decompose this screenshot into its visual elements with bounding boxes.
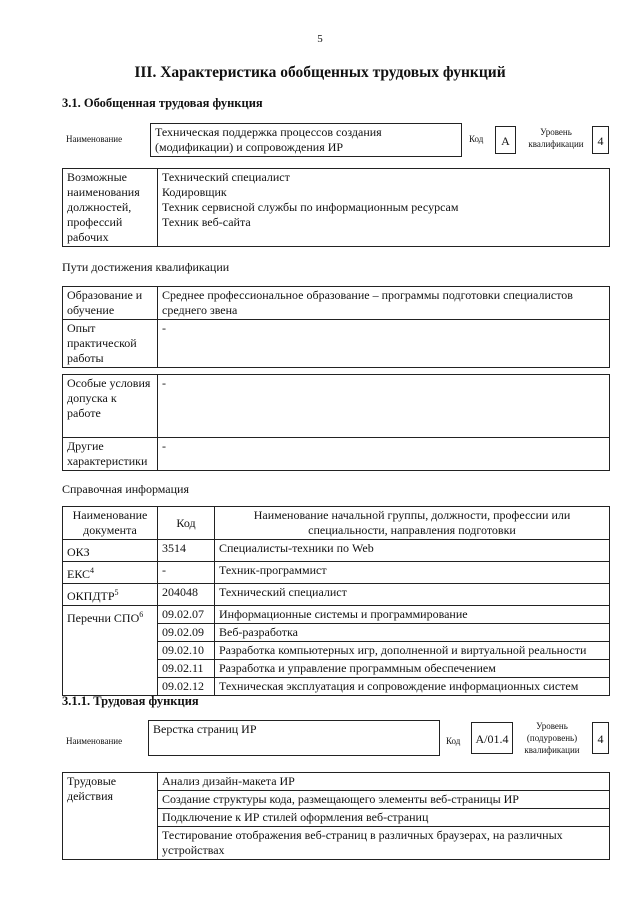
- ref-header-code: Код: [158, 507, 215, 540]
- gtf-name-value: Техническая поддержка процессов создания (модификации) и сопровождения ИР: [150, 123, 462, 157]
- experience-label: Опыт практической работы: [63, 320, 158, 368]
- ref-code: 09.02.09: [158, 624, 215, 642]
- ref-code: 09.02.12: [158, 678, 215, 696]
- reference-table: [62, 506, 610, 696]
- ref-code: -: [158, 562, 215, 584]
- action-item: Тестирование отображения веб-страниц в различных браузерах, на различных устройствах: [158, 827, 610, 860]
- gtf-code-label: Код: [469, 134, 484, 144]
- ref-header-doc: Наименование документа: [63, 507, 158, 540]
- tf-level-value: 4: [592, 722, 609, 754]
- education-label: Образование и обучение: [63, 287, 158, 320]
- action-item: Подключение к ИР стилей оформления веб-страниц: [158, 809, 610, 827]
- ref-name: Технический специалист: [215, 584, 610, 606]
- ref-code: 09.02.11: [158, 660, 215, 678]
- page-number: 5: [317, 33, 323, 45]
- other-label: Другие характеристики: [63, 438, 158, 471]
- gtf-heading: 3.1. Обобщенная трудовая функция: [62, 96, 263, 110]
- positions-label: Возможные наименования должностей, профессий рабочих: [63, 169, 158, 247]
- position-item: Техник веб-сайта: [162, 215, 251, 229]
- ref-name: Разработка и управление программным обеспечением: [215, 660, 610, 678]
- tf-heading: 3.1.1. Трудовая функция: [62, 694, 199, 708]
- ref-doc: ЕКС$^4$: [63, 562, 158, 584]
- ref-code: 204048: [158, 584, 215, 606]
- reference-heading: Справочная информация: [62, 482, 189, 496]
- ref-code: 09.02.10: [158, 642, 215, 660]
- ref-name: Специалисты-техники по Web: [215, 540, 610, 562]
- education-value: Среднее профессиональное образование – программы подготовки специалистов среднего звена: [158, 287, 610, 320]
- table-row: [63, 540, 610, 562]
- ref-name: Техник-программист: [215, 562, 610, 584]
- education-table: [62, 286, 610, 368]
- other-value: -: [158, 438, 610, 471]
- ref-doc: Перечни СПО$^6$: [63, 606, 158, 696]
- ref-doc: ОКЗ: [63, 540, 158, 562]
- tf-name-label: Наименование: [66, 736, 123, 746]
- actions-table: [62, 772, 610, 860]
- table-row: [63, 606, 610, 624]
- position-item: Технический специалист: [162, 170, 290, 184]
- ref-name: Техническая эксплуатация и сопровождение информационных систем: [215, 678, 610, 696]
- ref-code: 3514: [158, 540, 215, 562]
- ref-code: 09.02.07: [158, 606, 215, 624]
- gtf-level-label: Уровень квалификации: [528, 127, 584, 149]
- special-table: [62, 374, 610, 471]
- tf-name-value: Верстка страниц ИР: [148, 720, 440, 756]
- ref-doc: ОКПДТР$^5$: [63, 584, 158, 606]
- table-row: [63, 584, 610, 606]
- tf-code-value: А/01.4: [471, 722, 513, 754]
- position-item: Техник сервисной службы по информационным ресурсам: [162, 200, 459, 214]
- reference-header-row: [63, 507, 610, 540]
- actions-label: Трудовые действия: [63, 773, 158, 860]
- table-row: [63, 562, 610, 584]
- ref-header-name: Наименование начальной группы, должности, профессии или специальности, направления подготовки: [215, 507, 610, 540]
- ref-name: Информационные системы и программирование: [215, 606, 610, 624]
- experience-value: -: [158, 320, 610, 368]
- special-label: Особые условия допуска к работе: [63, 375, 158, 438]
- gtf-level-value: 4: [592, 126, 609, 154]
- positions-table: [62, 168, 610, 247]
- positions-cell: [158, 169, 610, 247]
- action-item: Анализ дизайн-макета ИР: [158, 773, 610, 791]
- action-item: Создание структуры кода, размещающего элементы веб-страницы ИР: [158, 791, 610, 809]
- section-title: III. Характеристика обобщенных трудовых функций: [134, 64, 506, 81]
- gtf-name-label: Наименование: [66, 134, 123, 144]
- paths-heading: Пути достижения квалификации: [62, 260, 230, 274]
- ref-name: Веб-разработка: [215, 624, 610, 642]
- special-value: -: [158, 375, 610, 438]
- gtf-code-value: А: [495, 126, 516, 154]
- ref-name: Разработка компьютерных игр, дополненной и виртуальной реальности: [215, 642, 610, 660]
- tf-level-label: Уровень (подуровень) квалификации: [524, 721, 580, 755]
- tf-code-label: Код: [446, 736, 461, 746]
- table-row: [63, 773, 610, 791]
- position-item: Кодировщик: [162, 185, 227, 199]
